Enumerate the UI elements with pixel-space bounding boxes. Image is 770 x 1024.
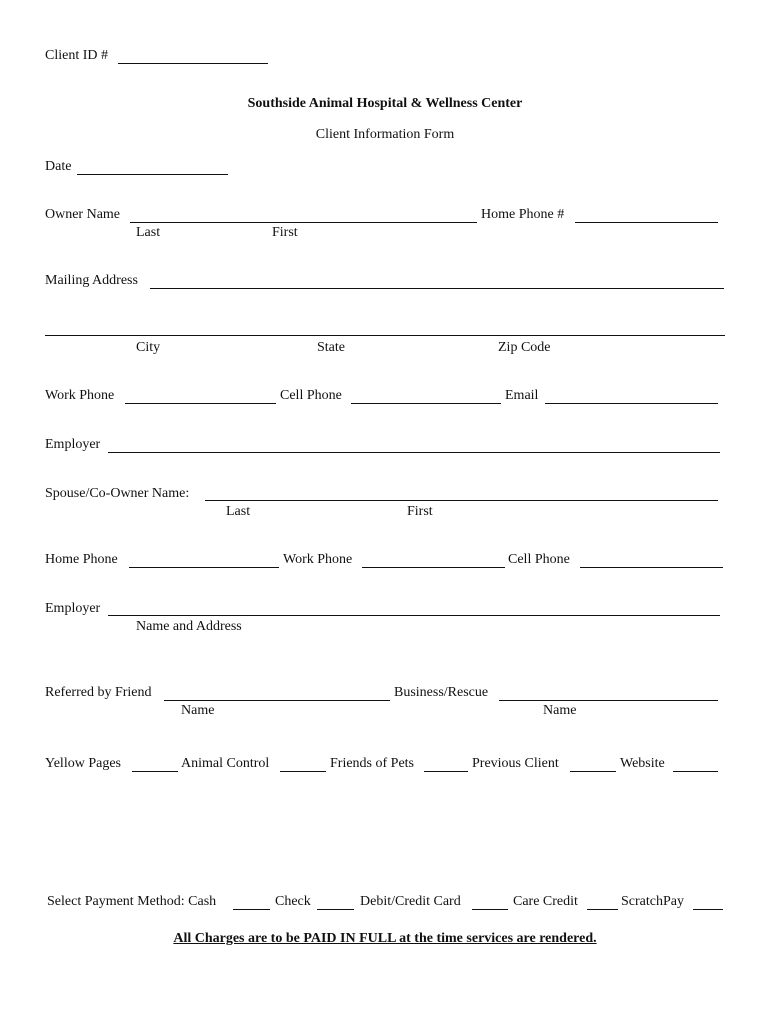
care-credit-label: Care Credit: [513, 894, 578, 909]
spouse-name-field[interactable]: [205, 500, 718, 501]
spouse-home-phone-field[interactable]: [129, 567, 279, 568]
client-id-field[interactable]: [118, 63, 268, 64]
spouse-employer-hint: Name and Address: [136, 619, 242, 634]
owner-name-label: Owner Name: [45, 207, 121, 222]
spouse-name-label: Spouse/Co-Owner Name:: [45, 486, 190, 501]
referred-by-friend-label: Referred by Friend: [45, 685, 152, 700]
employer-field[interactable]: [108, 452, 720, 453]
spouse-work-phone-field[interactable]: [362, 567, 505, 568]
friends-of-pets-label: Friends of Pets: [330, 756, 414, 771]
scratchpay-field[interactable]: [693, 909, 723, 910]
date-field[interactable]: [77, 174, 228, 175]
owner-first-hint: First: [272, 225, 298, 240]
spouse-work-phone-label: Work Phone: [283, 552, 353, 567]
home-phone-field[interactable]: [575, 222, 718, 223]
work-phone-field[interactable]: [125, 403, 276, 404]
business-name-hint: Name: [543, 703, 577, 718]
cell-phone-label: Cell Phone: [280, 388, 342, 403]
previous-client-label: Previous Client: [472, 756, 559, 771]
business-rescue-field[interactable]: [499, 700, 718, 701]
home-phone-label: Home Phone #: [481, 207, 565, 222]
form-title: Southside Animal Hospital & Wellness Center: [247, 96, 523, 111]
debit-credit-label: Debit/Credit Card: [360, 894, 461, 909]
spouse-last-hint: Last: [226, 504, 251, 519]
payment-method-label: Select Payment Method: Cash: [47, 894, 217, 909]
spouse-cell-phone-field[interactable]: [580, 567, 723, 568]
referred-by-friend-field[interactable]: [164, 700, 390, 701]
spouse-first-hint: First: [407, 504, 433, 519]
friend-name-hint: Name: [181, 703, 215, 718]
work-phone-label: Work Phone: [45, 388, 115, 403]
scratchpay-label: ScratchPay: [621, 894, 684, 909]
yellow-pages-field[interactable]: [132, 771, 178, 772]
spouse-cell-phone-label: Cell Phone: [508, 552, 570, 567]
care-credit-field[interactable]: [587, 909, 618, 910]
email-label: Email: [505, 388, 539, 403]
check-field[interactable]: [317, 909, 354, 910]
zip-code-hint: Zip Code: [498, 340, 551, 355]
email-field[interactable]: [545, 403, 718, 404]
owner-name-field[interactable]: [130, 222, 477, 223]
city-hint: City: [136, 340, 161, 355]
cell-phone-field[interactable]: [351, 403, 501, 404]
address-line-2-field[interactable]: [45, 335, 725, 336]
mailing-address-label: Mailing Address: [45, 273, 138, 288]
owner-last-hint: Last: [136, 225, 161, 240]
spouse-employer-label: Employer: [45, 601, 101, 616]
state-hint: State: [317, 340, 345, 355]
spouse-home-phone-label: Home Phone: [45, 552, 118, 567]
friends-of-pets-field[interactable]: [424, 771, 468, 772]
previous-client-field[interactable]: [570, 771, 616, 772]
employer-label: Employer: [45, 437, 101, 452]
animal-control-label: Animal Control: [181, 756, 270, 771]
yellow-pages-label: Yellow Pages: [45, 756, 121, 771]
website-label: Website: [620, 756, 665, 771]
check-label: Check: [275, 894, 311, 909]
debit-credit-field[interactable]: [472, 909, 508, 910]
spouse-employer-field[interactable]: [108, 615, 720, 616]
payment-notice: All Charges are to be PAID IN FULL at the time services are rendered.: [173, 931, 597, 946]
business-rescue-label: Business/Rescue: [394, 685, 489, 700]
website-field[interactable]: [673, 771, 718, 772]
mailing-address-field[interactable]: [150, 288, 724, 289]
cash-field[interactable]: [233, 909, 270, 910]
form-subtitle: Client Information Form: [315, 127, 455, 142]
animal-control-field[interactable]: [280, 771, 326, 772]
client-id-label: Client ID #: [45, 48, 108, 63]
date-label: Date: [45, 159, 72, 174]
